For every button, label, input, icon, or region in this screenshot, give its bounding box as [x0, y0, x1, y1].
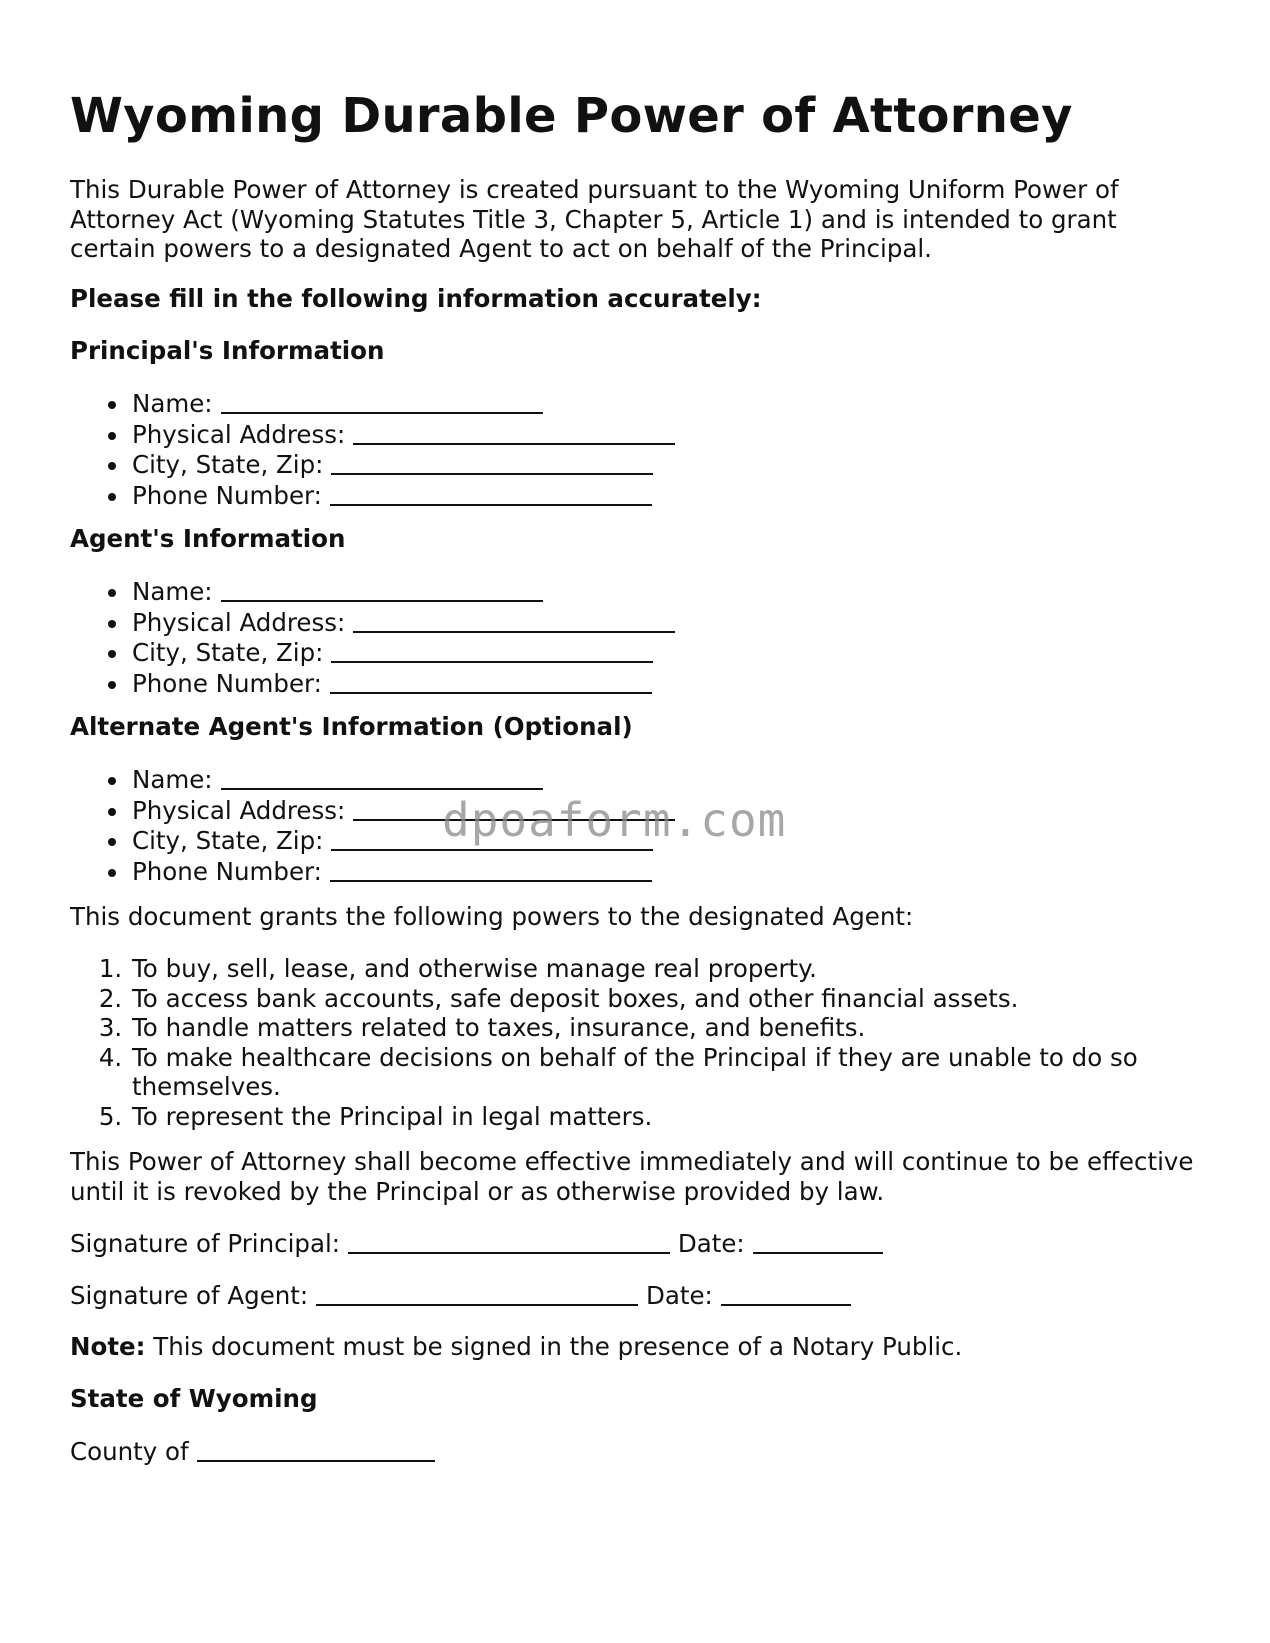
blank-line[interactable] — [330, 858, 652, 882]
principal-name-field[interactable] — [130, 388, 1210, 419]
field-label: City, State, Zip: — [132, 450, 324, 479]
county-label: County of — [70, 1437, 189, 1466]
blank-line[interactable] — [331, 451, 653, 475]
field-label: Physical Address: — [132, 795, 346, 825]
field-label: City, State, Zip: — [132, 826, 324, 855]
agent-date-label: Date: — [645, 1281, 713, 1310]
alternate-agent-heading: Alternate Agent's Information (Optional) — [70, 712, 633, 741]
principal-date-label: Date: — [677, 1229, 745, 1258]
power-item: 5. To represent the Principal in legal matters. — [130, 1102, 1210, 1132]
field-label: Physical Address: — [132, 607, 346, 637]
powers-intro: This document grants the following powers to the designated Agent: — [70, 902, 914, 931]
agent-signature-label: Signature of Agent: — [70, 1281, 309, 1310]
agent-date-blank[interactable] — [721, 1282, 851, 1306]
power-item: 1. To buy, sell, lease, and otherwise manage real property. — [130, 954, 1210, 984]
intro-paragraph: This Durable Power of Attorney is created pursuant to the Wyoming Uniform Power of Attorney Act (Wyoming Statutes Title 3, Chapter 5, Article 1) and is intended to grant certain powers to a designated Agent to act on behalf of the Principal. — [70, 175, 1119, 263]
agent-name-field[interactable] — [130, 576, 1210, 607]
county-line — [70, 1436, 1210, 1467]
blank-line[interactable] — [331, 639, 653, 663]
blank-line[interactable] — [221, 390, 543, 414]
alternate-name-field[interactable] — [130, 764, 1210, 795]
agent-signature-blank[interactable] — [316, 1282, 638, 1306]
field-label: Name: — [132, 577, 213, 606]
blank-line[interactable] — [353, 609, 675, 633]
field-label: Phone Number: — [132, 480, 322, 510]
note-line — [70, 1332, 1210, 1362]
alternate-phone-field[interactable] — [130, 856, 1210, 887]
watermark: dpoaform.com — [442, 793, 787, 847]
principal-signature-label: Signature of Principal: — [70, 1229, 341, 1258]
principal-signature-blank[interactable] — [348, 1230, 670, 1254]
principal-address-field[interactable] — [130, 419, 1210, 450]
agent-city-field[interactable] — [130, 637, 1210, 668]
principal-signature-line — [70, 1228, 1210, 1259]
instruction-text: Please fill in the following information accurately: — [70, 284, 762, 313]
principal-date-blank[interactable] — [753, 1230, 883, 1254]
field-label: City, State, Zip: — [132, 638, 324, 667]
power-item: 3. To handle matters related to taxes, insurance, and benefits. — [130, 1013, 1210, 1043]
page-title: Wyoming Durable Power of Attorney — [70, 88, 1073, 144]
principal-city-field[interactable] — [130, 449, 1210, 480]
blank-line[interactable] — [221, 578, 543, 602]
agent-address-field[interactable] — [130, 607, 1210, 638]
power-item: 2. To access bank accounts, safe deposit boxes, and other financial assets. — [130, 984, 1210, 1014]
effective-paragraph: This Power of Attorney shall become effective immediately and will continue to be effective until it is revoked by the Principal or as otherwise provided by law. — [70, 1147, 1194, 1206]
field-label: Name: — [132, 765, 213, 794]
principal-fields-list — [70, 388, 1210, 510]
principal-heading: Principal's Information — [70, 336, 385, 365]
blank-line[interactable] — [330, 670, 652, 694]
county-blank[interactable] — [197, 1438, 435, 1462]
blank-line[interactable] — [330, 482, 652, 506]
agent-fields-list — [70, 576, 1210, 698]
powers-list — [70, 954, 1210, 1131]
note-label: Note: — [70, 1332, 146, 1361]
agent-heading: Agent's Information — [70, 524, 346, 553]
agent-signature-line — [70, 1280, 1210, 1311]
blank-line[interactable] — [353, 421, 675, 445]
field-label: Physical Address: — [132, 419, 346, 449]
blank-line[interactable] — [221, 766, 543, 790]
power-item: 4. To make healthcare decisions on behalf of the Principal if they are unable to do so themselves. — [130, 1043, 1210, 1102]
agent-phone-field[interactable] — [130, 668, 1210, 699]
field-label: Name: — [132, 389, 213, 418]
state-heading: State of Wyoming — [70, 1384, 318, 1413]
principal-phone-field[interactable] — [130, 480, 1210, 511]
field-label: Phone Number: — [132, 856, 322, 886]
field-label: Phone Number: — [132, 668, 322, 698]
note-text: This document must be signed in the presence of a Notary Public. — [153, 1332, 963, 1361]
